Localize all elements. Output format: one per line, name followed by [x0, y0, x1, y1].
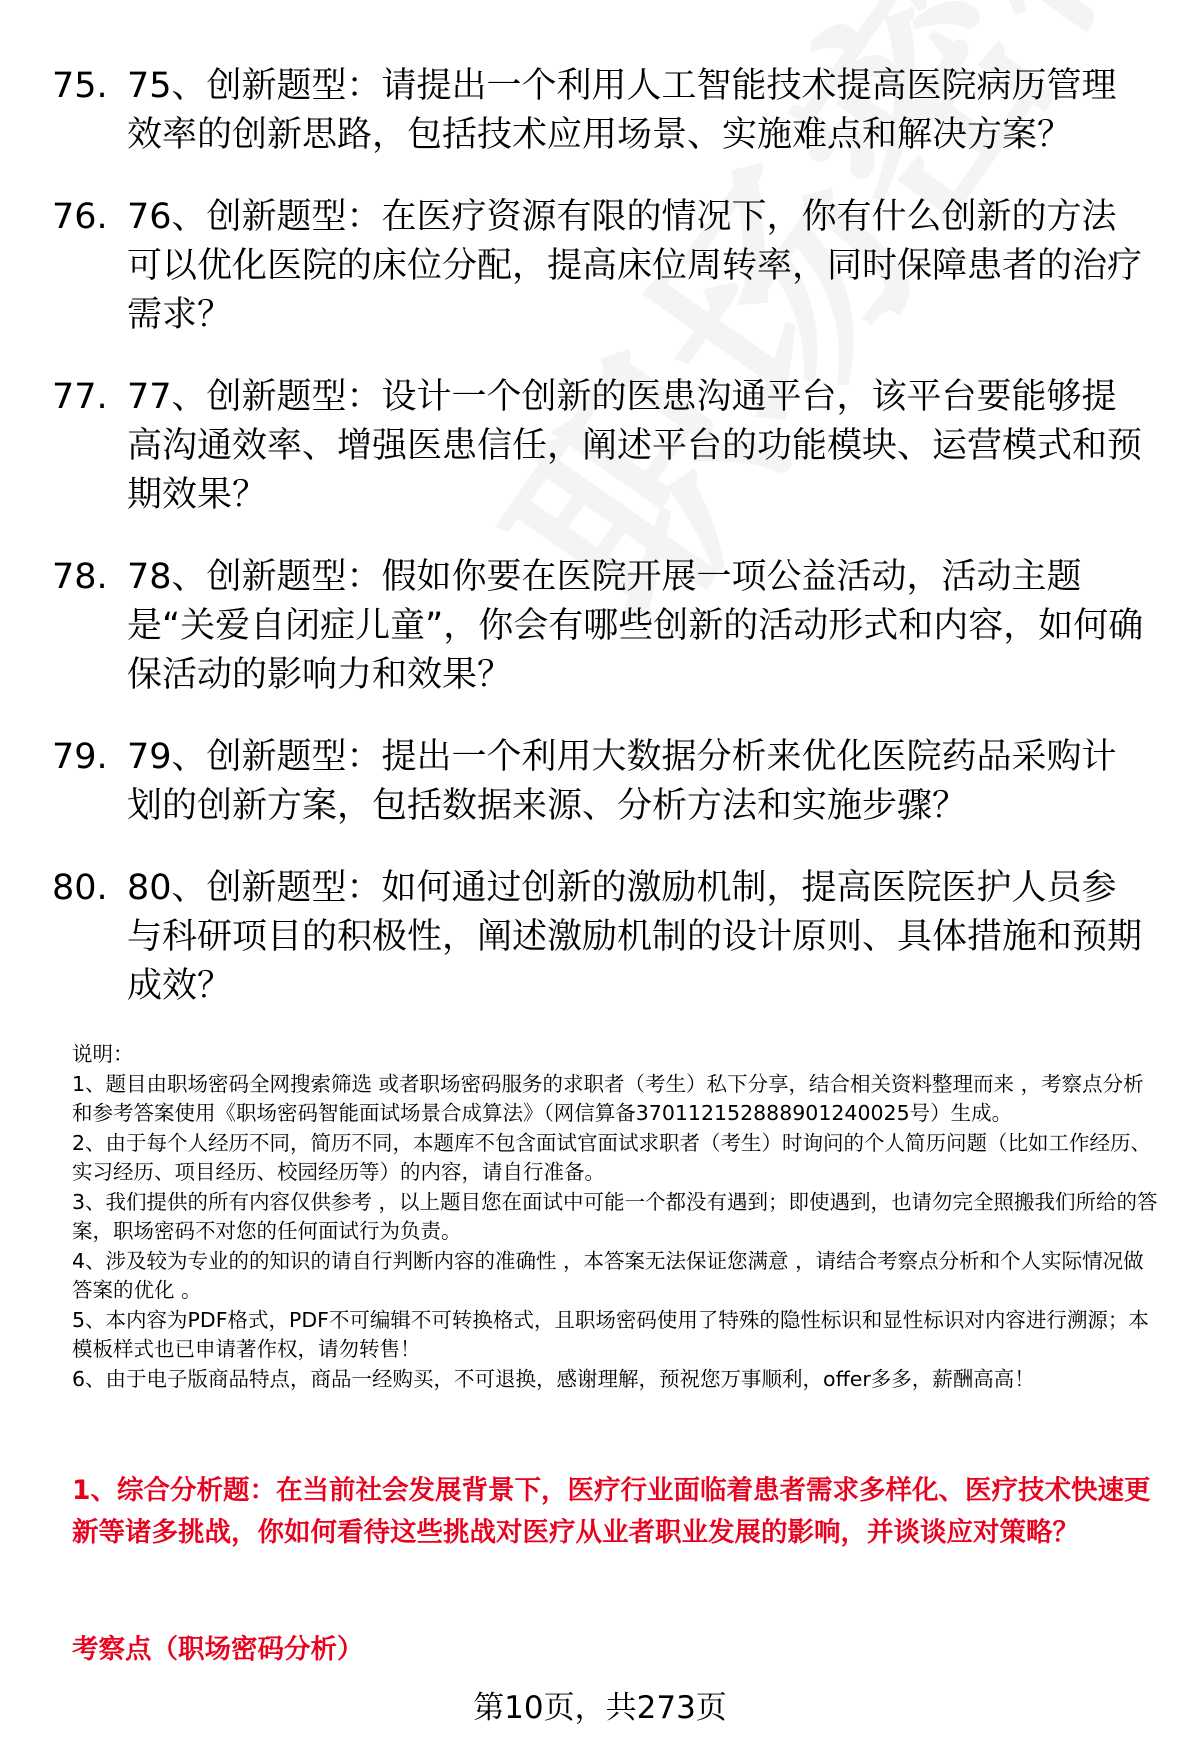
note-item: 1、题目由职场密码全网搜索筛选 或者职场密码服务的求职者（考生）私下分享，结合相关资料整理而来 ，考察点分析和参考答案使用《职场密码智能面试场景合成算法》（网信算备370112152888901240025号）生成。: [72, 1071, 1144, 1125]
question-text: 80、创新题型：如何通过创新的激励机制，提高医院医护人员参与科研项目的积极性，阐述激励机制的设计原则、具体措施和预期成效？: [127, 868, 1143, 1006]
question-number: 76.: [52, 197, 108, 237]
question-list: [52, 62, 1162, 1044]
analysis-subheading: 考察点（职场密码分析）: [72, 1634, 364, 1665]
question-number: 79.: [52, 737, 108, 777]
notes-title: 说明：: [72, 1042, 134, 1066]
note-item: 4、涉及较为专业的的知识的请自行判断内容的准确性 ，本答案无法保证您满意 ，请结合考察点分析和个人实际情况做答案的优化 。: [72, 1248, 1144, 1302]
note-item: 6、由于电子版商品特点，商品一经购买，不可退换，感谢理解，预祝您万事顺利，offer多多，薪酬高高！: [72, 1366, 1035, 1391]
question-item: [52, 62, 1162, 160]
page-footer: 第10页，共273页: [473, 1690, 727, 1726]
question-number: 80.: [52, 868, 108, 908]
question-item: [52, 553, 1162, 700]
question-text: 75、创新题型：请提出一个利用人工智能技术提高医院病历管理效率的创新思路，包括技术应用场景、实施难点和解决方案？: [127, 66, 1117, 155]
question-number: 75.: [52, 66, 108, 106]
note-item: 5、本内容为PDF格式，PDF不可编辑不可转换格式，且职场密码使用了特殊的隐性标识和显性标识对内容进行溯源；本模板样式也已申请著作权，请勿转售！: [72, 1307, 1149, 1361]
question-number: 77.: [52, 377, 108, 417]
question-item: [52, 733, 1162, 831]
question-text: 78、创新题型：假如你要在医院开展一项公益活动，活动主题是“关爱自闭症儿童”，你会有哪些创新的活动形式和内容，如何确保活动的影响力和效果？: [127, 557, 1144, 695]
question-item: [52, 373, 1162, 520]
question-item: [52, 864, 1162, 1011]
question-text: 76、创新题型：在医疗资源有限的情况下，你有什么创新的方法可以优化医院的床位分配，提高床位周转率，同时保障患者的治疗需求？: [127, 197, 1143, 335]
note-item: 3、我们提供的所有内容仅供参考 ，以上题目您在面试中可能一个都没有遇到；即使遇到，也请勿完全照搬我们所给的答案，职场密码不对您的任何面试行为负责。: [72, 1189, 1158, 1243]
question-number: 78.: [52, 557, 108, 597]
note-item: 2、由于每个人经历不同，简历不同，本题库不包含面试官面试求职者（考生）时询问的个人简历问题（比如工作经历、实习经历、项目经历、校园经历等）的内容，请自行准备。: [72, 1130, 1152, 1184]
notes-section: [72, 1040, 1162, 1394]
question-text: 79、创新题型：提出一个利用大数据分析来优化医院药品采购计划的创新方案，包括数据来源、分析方法和实施步骤？: [127, 737, 1117, 826]
analysis-question: 1、综合分析题：在当前社会发展背景下，医疗行业面临着患者需求多样化、医疗技术快速更新等诸多挑战，你如何看待这些挑战对医疗从业者职业发展的影响，并谈谈应对策略？: [72, 1475, 1151, 1548]
question-item: [52, 193, 1162, 340]
question-text: 77、创新题型：设计一个创新的医患沟通平台，该平台要能够提高沟通效率、增强医患信任，阐述平台的功能模块、运营模式和预期效果？: [127, 377, 1143, 515]
